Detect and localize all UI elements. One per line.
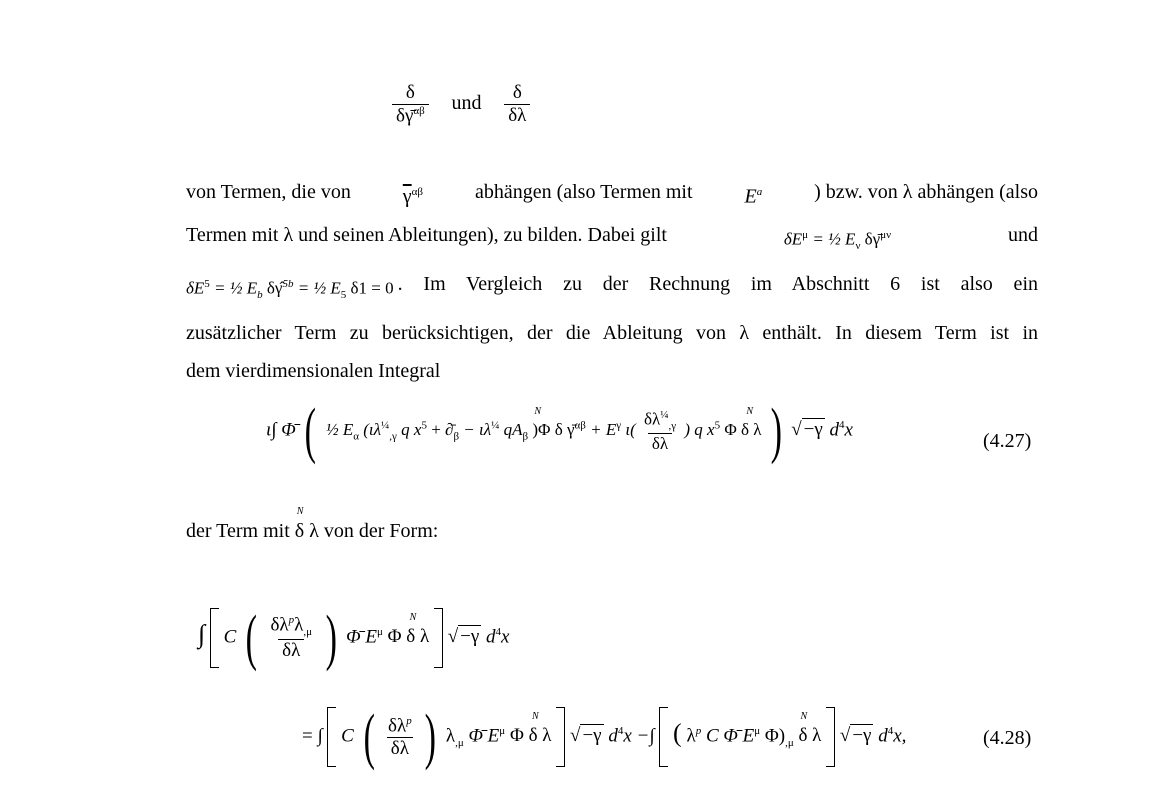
- sqrt-content: −γ: [460, 626, 480, 648]
- eq-part: = ½ E: [297, 278, 341, 298]
- sup: 5: [714, 419, 721, 432]
- eq-part: δE: [186, 278, 205, 298]
- right-paren: ): [770, 397, 782, 465]
- sup: αβ: [574, 419, 586, 432]
- fraction: [384, 715, 416, 760]
- sub: ν: [855, 239, 861, 252]
- right-paren: ): [425, 703, 437, 771]
- eq-part: λ: [445, 725, 456, 747]
- eq-part: )Φ δ γ̄: [532, 420, 575, 440]
- fraction-denominator: [392, 104, 429, 127]
- fraction-dlambda: [640, 409, 680, 453]
- eq-part: ) q x: [684, 420, 715, 440]
- eq-part: + ∂̄: [431, 420, 454, 440]
- eq-part: λ: [686, 725, 696, 747]
- paragraph-line-4: zusätzlicher Term zu berücksichtigen, der die Ableitung von λ enthält. In diesem Term ist in: [186, 321, 1038, 344]
- accent-N: N: [296, 506, 304, 517]
- sup: 4: [495, 626, 502, 639]
- text-run: . Im Vergleich zu der Rechnung im Abschnitt 6 ist also ein: [397, 272, 1038, 295]
- eq-part: q x: [401, 420, 422, 440]
- inline-equation: [784, 216, 891, 265]
- sup: μ: [499, 725, 506, 738]
- delta-N-accent: [387, 612, 430, 648]
- sup: ¼: [491, 419, 500, 432]
- sqrt-symbol: √ −γ: [447, 626, 480, 648]
- left-paren: (: [363, 703, 375, 771]
- delta-N-accent: [724, 406, 762, 440]
- sup: p: [695, 725, 702, 738]
- paragraph-line-5: dem vierdimensionalen Integral: [186, 359, 441, 382]
- eq-part: x −∫: [623, 725, 655, 747]
- eq-part: Φ δ λ: [724, 420, 762, 440]
- right-paren: ): [325, 604, 337, 672]
- delta-N-accent: [509, 711, 552, 747]
- sup: a: [756, 186, 763, 198]
- num-text: λ: [294, 614, 304, 636]
- sub: ,μ: [455, 737, 464, 750]
- sup: 5b: [282, 277, 294, 290]
- sqrt-content: −γ: [852, 725, 872, 747]
- sqrt-symbol: √ −γ: [791, 419, 823, 441]
- sub: ,γ: [389, 430, 397, 443]
- fraction-denominator: δλ: [648, 433, 672, 454]
- eq-part: Φ δ λ: [509, 725, 552, 747]
- sub: ,γ: [668, 420, 677, 433]
- right-bracket: [556, 707, 565, 767]
- sup: ¼: [660, 409, 669, 422]
- sup: 4: [617, 725, 624, 738]
- fraction-numerator: δ: [512, 82, 522, 104]
- fraction-denominator: δλ: [278, 639, 304, 662]
- num-text: δλ: [643, 410, 661, 429]
- eq-part: Φ): [764, 725, 786, 747]
- fraction-delta-over-gamma: [392, 82, 429, 127]
- top-fractions: [392, 82, 530, 127]
- fraction-denominator: δλ: [504, 104, 530, 127]
- fraction-numerator: [384, 715, 416, 737]
- left-paren: (: [245, 604, 258, 672]
- den-text: δγ̄: [396, 105, 414, 127]
- eq-part: d: [829, 419, 839, 441]
- sup: ¼: [381, 419, 390, 432]
- eq-part: ι(: [625, 420, 636, 440]
- eq-part: C: [223, 626, 237, 648]
- text-run: und: [1007, 223, 1038, 246]
- eq-part: δ λ: [798, 725, 822, 747]
- left-paren-inner: (: [673, 718, 682, 748]
- num-text: δλ: [270, 614, 289, 636]
- fraction: [266, 614, 316, 662]
- sup: 4: [839, 419, 845, 432]
- inline-equation: [186, 265, 394, 314]
- equation-4-27: [266, 397, 853, 465]
- sup: μ: [377, 626, 383, 639]
- text-run: δ λ: [294, 520, 319, 542]
- sqrt-symbol: √ −γ: [570, 725, 602, 747]
- eq-body: [325, 406, 766, 454]
- den-sup: αβ: [413, 104, 425, 117]
- sup: αβ: [411, 186, 424, 198]
- sup: 5: [421, 419, 427, 432]
- sup: p: [288, 614, 295, 627]
- eq-part: C Φ̄ E: [705, 725, 755, 747]
- integral-sign: ∫: [198, 619, 206, 649]
- accent-N: N: [409, 612, 417, 624]
- eq-part: C: [341, 725, 354, 747]
- eq-part: δE: [783, 229, 803, 249]
- eq-part: = ½ E: [812, 229, 856, 249]
- sub: ,μ: [303, 626, 313, 639]
- accent-N: N: [746, 406, 754, 418]
- sqrt-content: −γ: [582, 725, 602, 747]
- text-run: der Term mit: [186, 520, 290, 542]
- eq-part: δγ̂: [266, 278, 283, 298]
- paragraph-line-2: [186, 216, 1038, 265]
- eq-part: d: [486, 626, 496, 648]
- sup: γ: [616, 419, 622, 432]
- sup: 5: [204, 277, 210, 290]
- eq-part: = ∫: [302, 725, 323, 747]
- eq-part: qA: [503, 420, 523, 440]
- E-symbol: $E^a$: [744, 185, 763, 208]
- eq-part: x: [501, 626, 510, 648]
- left-bracket: [659, 707, 668, 767]
- eq-part: Φ̄ E: [346, 626, 377, 648]
- sqrt-symbol: √ −γ: [839, 725, 872, 747]
- eq-part: ½ E: [325, 420, 354, 440]
- text-run: Termen mit λ und seinen Ableitungen), zu bilden. Dabei gilt: [186, 223, 667, 246]
- und-text: und: [451, 91, 482, 114]
- eq-lhs: ι∫ Φ̄: [266, 419, 296, 441]
- sup: μ: [754, 725, 761, 738]
- eq-part: d: [878, 725, 888, 747]
- equation-integral-1: [198, 604, 510, 672]
- eq-part: δ1 = 0: [350, 278, 394, 298]
- eq-part: Φ̄ E: [468, 725, 500, 747]
- equation-number-4-28: (4.28): [983, 727, 1032, 749]
- delta-N-accent: [532, 406, 575, 440]
- sub: 5: [340, 288, 347, 301]
- paragraph-line-1: [186, 173, 1038, 216]
- eq-part: d: [608, 725, 618, 747]
- accent-N: N: [534, 406, 542, 418]
- fraction-delta-over-lambda: [504, 82, 530, 127]
- accent-N: N: [531, 711, 539, 723]
- sub: ,μ: [785, 737, 794, 750]
- paragraph: [186, 173, 1038, 390]
- accent-N: N: [800, 711, 808, 723]
- sub: β: [453, 430, 460, 443]
- fraction-denominator: δλ: [387, 737, 413, 760]
- delta-N-accent: [294, 506, 319, 543]
- sub: b: [257, 288, 263, 301]
- right-bracket: [826, 707, 835, 767]
- num-text: δλ: [388, 714, 407, 736]
- text-run: von der Form:: [323, 520, 439, 542]
- eq-part: x: [844, 419, 853, 441]
- sqrt-content: −γ: [803, 419, 823, 441]
- sub: β: [522, 430, 529, 443]
- eq-part: = ½ E: [214, 278, 258, 298]
- fraction-numerator: δ: [405, 82, 415, 103]
- sup: 4: [887, 725, 894, 738]
- right-bracket: [434, 608, 443, 668]
- sub: α: [353, 430, 360, 443]
- left-paren: (: [305, 397, 317, 465]
- mid-text: [186, 506, 439, 543]
- equation-number-4-27: (4.27): [983, 430, 1032, 452]
- text-run: von Termen, die von: [186, 181, 351, 203]
- eq-part: δγ̄: [864, 229, 881, 249]
- eq-part: x,: [893, 725, 907, 747]
- left-bracket: [210, 608, 219, 668]
- sup: μ: [802, 228, 809, 241]
- eq-part: − ιλ: [463, 420, 492, 440]
- sup: μν: [880, 228, 892, 241]
- eq-part: (ιλ: [363, 420, 382, 440]
- gamma-bar-symbol: $\overline{\gamma}^{\alpha\beta}$: [402, 185, 424, 208]
- eq-part: Φ δ λ: [387, 626, 430, 648]
- delta-N-accent: [798, 711, 822, 747]
- equation-4-28: [302, 703, 907, 771]
- fraction-numerator: [266, 614, 316, 639]
- sup: p: [406, 714, 412, 727]
- eq-part: + E: [590, 420, 617, 440]
- paragraph-line-3: [186, 265, 1038, 314]
- text-run: ) bzw. von λ abhängen (also: [814, 181, 1038, 203]
- left-bracket: [327, 707, 336, 767]
- text-run: abhängen (also Termen mit: [474, 181, 693, 203]
- fraction-numerator: [640, 409, 680, 433]
